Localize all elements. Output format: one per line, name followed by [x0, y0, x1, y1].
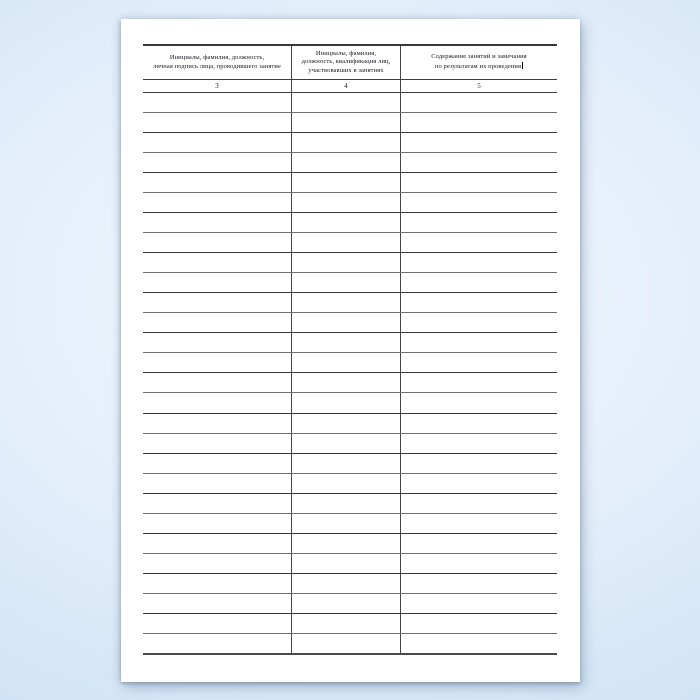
header-cell-content[interactable] — [400, 46, 557, 79]
table-cell[interactable] — [143, 93, 291, 112]
table-cell[interactable] — [291, 133, 400, 152]
table-row — [143, 594, 557, 614]
table-cell[interactable] — [143, 474, 291, 493]
table-cell[interactable] — [400, 534, 557, 553]
table-cell[interactable] — [291, 434, 400, 453]
table-cell[interactable] — [143, 594, 291, 613]
table-row — [143, 333, 557, 353]
column-number-row — [143, 80, 557, 93]
training-log-table — [143, 44, 557, 655]
table-row — [143, 494, 557, 514]
table-cell[interactable] — [400, 93, 557, 112]
table-cell[interactable] — [291, 313, 400, 332]
table-cell[interactable] — [400, 393, 557, 412]
table-row — [143, 193, 557, 213]
table-row — [143, 93, 557, 113]
table-cell[interactable] — [400, 474, 557, 493]
table-cell[interactable] — [291, 213, 400, 232]
table-cell[interactable] — [143, 454, 291, 473]
table-cell[interactable] — [400, 213, 557, 232]
header-text-line: Содержание занятий и замечания — [431, 53, 527, 61]
table-cell[interactable] — [291, 454, 400, 473]
table-cell[interactable] — [400, 634, 557, 653]
table-row — [143, 434, 557, 454]
table-cell[interactable] — [291, 514, 400, 533]
table-row — [143, 293, 557, 313]
table-cell[interactable] — [400, 574, 557, 593]
table-cell[interactable] — [400, 373, 557, 392]
table-cell[interactable] — [143, 133, 291, 152]
table-cell[interactable] — [400, 353, 557, 372]
table-cell[interactable] — [400, 273, 557, 292]
table-row — [143, 574, 557, 594]
table-cell[interactable] — [400, 494, 557, 513]
table-cell[interactable] — [143, 173, 291, 192]
table-cell[interactable] — [291, 414, 400, 433]
text-caret — [522, 62, 523, 69]
table-cell[interactable] — [291, 634, 400, 653]
table-cell[interactable] — [143, 634, 291, 653]
table-cell[interactable] — [143, 574, 291, 593]
table-cell[interactable] — [143, 614, 291, 633]
table-cell[interactable] — [143, 373, 291, 392]
table-cell[interactable] — [143, 434, 291, 453]
table-cell[interactable] — [143, 193, 291, 212]
table-row — [143, 313, 557, 333]
table-cell[interactable] — [291, 273, 400, 292]
table-cell[interactable] — [291, 153, 400, 172]
table-row — [143, 414, 557, 434]
column-number-4[interactable]: 4 — [291, 80, 400, 92]
table-cell[interactable] — [400, 293, 557, 312]
column-number-3[interactable]: 3 — [215, 82, 219, 90]
table-row — [143, 454, 557, 474]
table-cell[interactable] — [291, 373, 400, 392]
header-text-line: Инициалы, фамилия, должность, — [169, 53, 265, 61]
table-cell[interactable] — [291, 554, 400, 573]
table-cell[interactable] — [400, 253, 557, 272]
table-cell[interactable] — [143, 253, 291, 272]
header-text-line: Инициалы, фамилия, — [315, 49, 377, 57]
table-cell[interactable] — [143, 273, 291, 292]
table-cell[interactable] — [291, 393, 400, 412]
document-page[interactable] — [121, 19, 580, 682]
table-cell[interactable] — [143, 514, 291, 533]
table-cell[interactable] — [291, 93, 400, 112]
table-cell[interactable] — [400, 454, 557, 473]
table-cell[interactable] — [143, 113, 291, 132]
table-row — [143, 153, 557, 173]
header-text-line: участвовавших в занятиях — [308, 66, 384, 74]
table-cell[interactable] — [400, 153, 557, 172]
header-text-line: должность, квалификация лиц, — [301, 58, 391, 66]
table-cell[interactable] — [400, 514, 557, 533]
table-row — [143, 614, 557, 634]
table-row — [143, 634, 557, 653]
table-row — [143, 554, 557, 574]
table-row — [143, 213, 557, 233]
table-cell[interactable] — [400, 313, 557, 332]
table-cell[interactable] — [400, 133, 557, 152]
table-cell[interactable] — [143, 153, 291, 172]
table-row — [143, 113, 557, 133]
table-cell[interactable] — [143, 293, 291, 312]
table-cell[interactable] — [400, 333, 557, 352]
table-cell[interactable] — [400, 554, 557, 573]
table-row — [143, 514, 557, 534]
table-body — [143, 93, 557, 653]
table-cell[interactable] — [291, 233, 400, 252]
table-cell[interactable] — [400, 434, 557, 453]
table-row — [143, 273, 557, 293]
table-cell[interactable] — [291, 173, 400, 192]
table-row — [143, 534, 557, 554]
header-cell-instructor[interactable] — [143, 46, 291, 79]
table-cell[interactable] — [400, 173, 557, 192]
table-cell[interactable] — [143, 393, 291, 412]
table-cell[interactable] — [291, 353, 400, 372]
table-cell[interactable] — [143, 494, 291, 513]
table-cell[interactable] — [400, 414, 557, 433]
table-cell[interactable] — [400, 614, 557, 633]
table-row — [143, 173, 557, 193]
table-cell[interactable] — [400, 233, 557, 252]
table-cell[interactable] — [143, 353, 291, 372]
table-cell[interactable] — [143, 554, 291, 573]
table-cell[interactable] — [400, 594, 557, 613]
table-cell[interactable] — [291, 333, 400, 352]
table-cell[interactable] — [143, 534, 291, 553]
table-cell[interactable] — [291, 193, 400, 212]
table-row — [143, 233, 557, 253]
table-row — [143, 253, 557, 273]
table-cell[interactable] — [291, 494, 400, 513]
table-row — [143, 393, 557, 413]
table-cell[interactable] — [400, 193, 557, 212]
table-cell[interactable] — [291, 574, 400, 593]
table-cell[interactable] — [400, 113, 557, 132]
table-row — [143, 373, 557, 393]
header-text-line — [435, 62, 523, 72]
header-text-line: по результатам их проведения — [434, 63, 522, 70]
table-cell[interactable] — [143, 414, 291, 433]
column-number-5[interactable]: 5 — [400, 80, 557, 92]
table-cell[interactable] — [143, 233, 291, 252]
table-cell[interactable] — [291, 253, 400, 272]
header-text-line: личная подпись лица, проводившего занятие — [153, 62, 281, 70]
table-cell[interactable] — [291, 594, 400, 613]
table-cell[interactable] — [291, 474, 400, 493]
header-cell-participants[interactable] — [291, 46, 400, 79]
table-row — [143, 133, 557, 153]
table-header-row — [143, 46, 557, 80]
table-cell[interactable] — [291, 614, 400, 633]
table-cell[interactable] — [291, 534, 400, 553]
table-row — [143, 353, 557, 373]
table-cell[interactable] — [143, 333, 291, 352]
table-row — [143, 474, 557, 494]
table-cell[interactable] — [291, 293, 400, 312]
table-cell[interactable] — [291, 113, 400, 132]
table-cell[interactable] — [143, 213, 291, 232]
table-cell[interactable] — [143, 313, 291, 332]
